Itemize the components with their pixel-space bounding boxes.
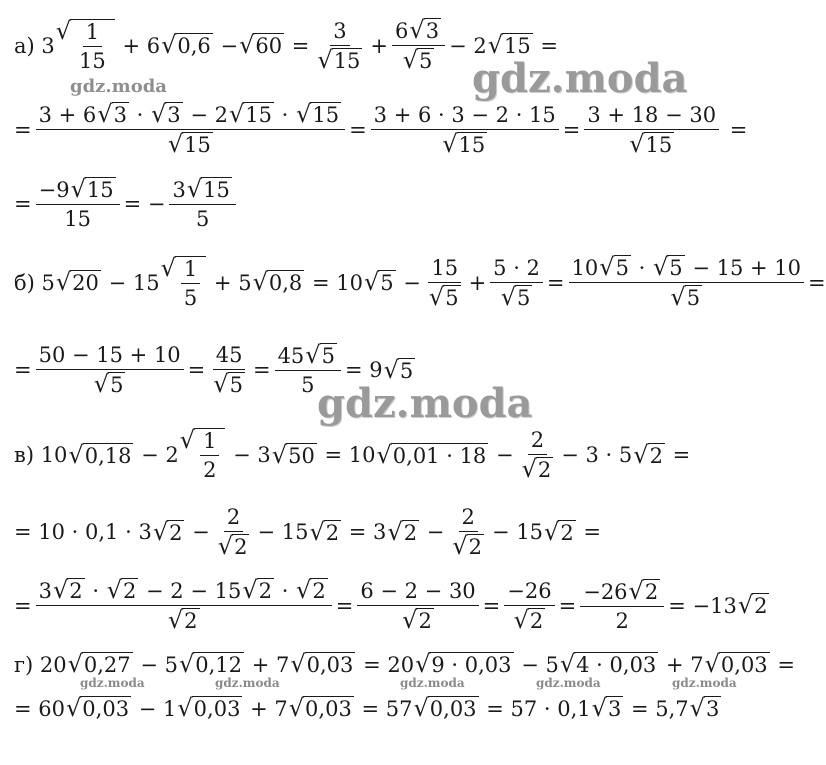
watermark: gdz.moda	[70, 76, 167, 97]
solution-line-v2: = 10 · 0,1 · 3 √ 2 − 2 √ 2 − 15 √ 2 = 3 √ 2 − 2 √ 2 − 15 √ 2 =	[14, 505, 601, 561]
watermark: gdz.moda	[472, 55, 688, 102]
solution-line-g2: = 60 √ 0,03 − 1 √ 0,03 + 7 √ 0,03 = 57 √ 0,03 = 57 · 0,1 √ 3 = 5,7 √ 3	[14, 694, 720, 722]
solution-line-g: г) 20 √ 0,27 − 5 √ 0,12 + 7 √ 0,03 = 20 √ 9 · 0,03 − 5 √ 4 · 0,03 + 7 √ 0,03 =	[14, 650, 795, 678]
solution-line-v3: = 3 √ 2 · √ 2 − 2 − 15 √ 2 · √ 2 √ 2 = 6 − 2 − 30 √ 2 = −26 √ 2 = −26 √ 2 2 = −13 √ 2	[14, 576, 768, 635]
watermark: gdz.moda	[215, 676, 280, 690]
watermark: gdz.moda	[317, 380, 533, 427]
solution-line-b2: = 50 − 15 + 10 √ 5 = 45 √ 5 = 45 √ 5 5 = 9 √ 5	[14, 341, 414, 399]
solution-line-a2: = 3 + 6 √ 3 · √ 3 − 2 √ 15 · √ 15 √ 15 = 3 + 6 · 3 − 2 · 15 √ 15 = 3 + 18 − 30 √ 15 =	[14, 100, 748, 159]
watermark: gdz.moda	[536, 676, 601, 690]
solution-line-b: б) 5 √ 20 − 15 √ $\frac{1}{5}$ + 5 √ 0,8 = 10 √ 5 − 15 √ 5 + 5 · 2 √ 5 = 10 √ 5 · √ 5 − 15 + 10 √ 5 =	[14, 253, 826, 312]
radical: √ $\frac{1}{15}$	[56, 19, 115, 73]
watermark: gdz.moda	[400, 676, 465, 690]
watermark: gdz.moda	[80, 676, 145, 690]
solution-line-a3: = −9 √ 15 15 = − 3 √ 15 5	[14, 177, 240, 231]
solution-line-v: в) 10 √ 0,18 − 2 √ $\frac{1}{2}$ − 3 √ 50 = 10 √ 0,01 · 18 − 2 √ 2 − 3 · 5 √ 2 =	[14, 426, 691, 484]
watermark: gdz.moda	[672, 676, 737, 690]
solution-line-a: а) 3 √ $\frac{1}{15}$ + 6 √ 0,6 − √ 60 = 3 √ 15 + 6 √ 3 √ 5 − 2 √ 15 =	[14, 16, 559, 75]
